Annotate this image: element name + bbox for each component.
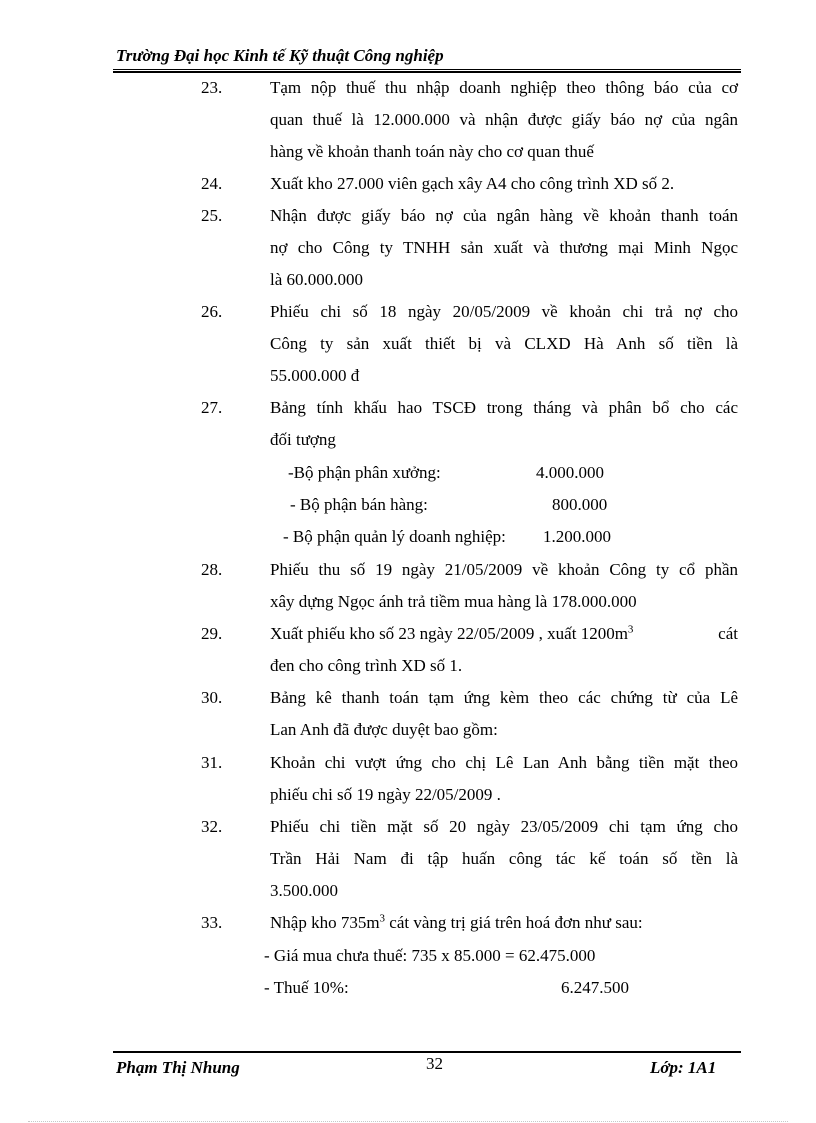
item-text-line: đen cho công trình XD số 1. xyxy=(270,656,463,675)
item-text-line xyxy=(270,624,738,644)
item-text-line: xây dựng Ngọc ánh trả tiềm mua hàng là 178.000.000 xyxy=(270,592,637,611)
footer-class: Lớp: 1A1 xyxy=(650,1058,717,1077)
header-rule-thin xyxy=(113,69,741,70)
item-text-line: phiếu chi số 19 ngày 22/05/2009 . xyxy=(270,785,501,804)
page-header-title: Trường Đại học Kinh tế Kỹ thuật Công nghiệp xyxy=(116,46,444,65)
sub-item-value: 6.247.500 xyxy=(561,978,629,997)
page-number: 32 xyxy=(426,1054,443,1073)
item-number: 26. xyxy=(201,302,223,321)
item-text-line: là 60.000.000 xyxy=(270,270,364,289)
item-text-part: Xuất phiếu kho số 23 ngày 22/05/2009 , xuất 1200m xyxy=(270,624,628,643)
sub-item-value: 4.000.000 xyxy=(536,463,604,482)
item-text-line: Xuất kho 27.000 viên gạch xây A4 cho công trình XD số 2. xyxy=(270,174,675,193)
item-text-line: 3.500.000 xyxy=(270,881,338,900)
item-text-part: cát vàng trị giá trên hoá đơn như sau: xyxy=(385,913,643,932)
superscript: 3 xyxy=(627,623,634,636)
item-text-line: đối tượng xyxy=(270,430,336,449)
superscript: 3 xyxy=(379,912,386,925)
sub-item-label: - Bộ phận bán hàng: xyxy=(290,495,428,514)
item-text-line xyxy=(270,913,643,933)
sub-item-label: -Bộ phận phân xưởng: xyxy=(288,463,441,482)
item-number: 24. xyxy=(201,174,223,193)
sub-item-value: 800.000 xyxy=(552,495,608,514)
item-number: 31. xyxy=(201,753,223,772)
item-number: 33. xyxy=(201,913,223,932)
sub-item-label: - Giá mua chưa thuế: 735 x 85.000 = 62.475.000 xyxy=(264,946,596,965)
item-text-line: Trần Hải Nam đi tập huấn công tác kế toán số tền là xyxy=(270,849,738,868)
item-number: 29. xyxy=(201,624,223,643)
item-text-part: cát xyxy=(718,624,738,643)
header-rule-thick xyxy=(113,71,741,73)
item-text-line: Lan Anh đã được duyệt bao gồm: xyxy=(270,720,498,739)
sub-item-value: 1.200.000 xyxy=(543,527,611,546)
item-text-line: Công ty sản xuất thiết bị và CLXD Hà Anh số tiền là xyxy=(270,334,738,353)
item-text-line: hàng về khoản thanh toán này cho cơ quan thuế xyxy=(270,142,594,161)
item-number: 32. xyxy=(201,817,223,836)
sub-item-label: - Bộ phận quản lý doanh nghiệp: xyxy=(283,527,506,546)
sub-item-label: - Thuế 10%: xyxy=(264,978,349,997)
footer-rule xyxy=(113,1051,741,1053)
item-number: 27. xyxy=(201,398,223,417)
item-text-line: nợ cho Công ty TNHH sản xuất và thương mại Minh Ngọc xyxy=(270,238,738,257)
item-number: 25. xyxy=(201,206,223,225)
item-text-line: Bảng tính khấu hao TSCĐ trong tháng và phân bổ cho các xyxy=(270,398,738,417)
item-text-line: Phiếu chi số 18 ngày 20/05/2009 về khoản chi trả nợ cho xyxy=(270,302,738,321)
item-number: 30. xyxy=(201,688,223,707)
page-bottom-dotted-line xyxy=(28,1121,788,1122)
item-text-part: Nhập kho 735m xyxy=(270,913,380,932)
item-text-line: Phiếu thu số 19 ngày 21/05/2009 về khoản Công ty cổ phần xyxy=(270,560,738,579)
item-text-line: quan thuế là 12.000.000 và nhận được giấy báo nợ của ngân xyxy=(270,110,738,129)
item-number: 23. xyxy=(201,78,223,97)
item-text-line: Khoản chi vượt ứng cho chị Lê Lan Anh bằng tiền mặt theo xyxy=(270,753,738,772)
item-text-line: 55.000.000 đ xyxy=(270,366,360,385)
footer-author: Phạm Thị Nhung xyxy=(116,1058,240,1077)
item-text-line: Phiếu chi tiền mặt số 20 ngày 23/05/2009 chi tạm ứng cho xyxy=(270,817,738,836)
item-text-line: Bảng kê thanh toán tạm ứng kèm theo các chứng từ của Lê xyxy=(270,688,738,707)
item-text-line: Tạm nộp thuế thu nhập doanh nghiệp theo thông báo của cơ xyxy=(270,78,738,97)
item-text-line: Nhận được giấy báo nợ của ngân hàng về khoản thanh toán xyxy=(270,206,738,225)
item-number: 28. xyxy=(201,560,223,579)
